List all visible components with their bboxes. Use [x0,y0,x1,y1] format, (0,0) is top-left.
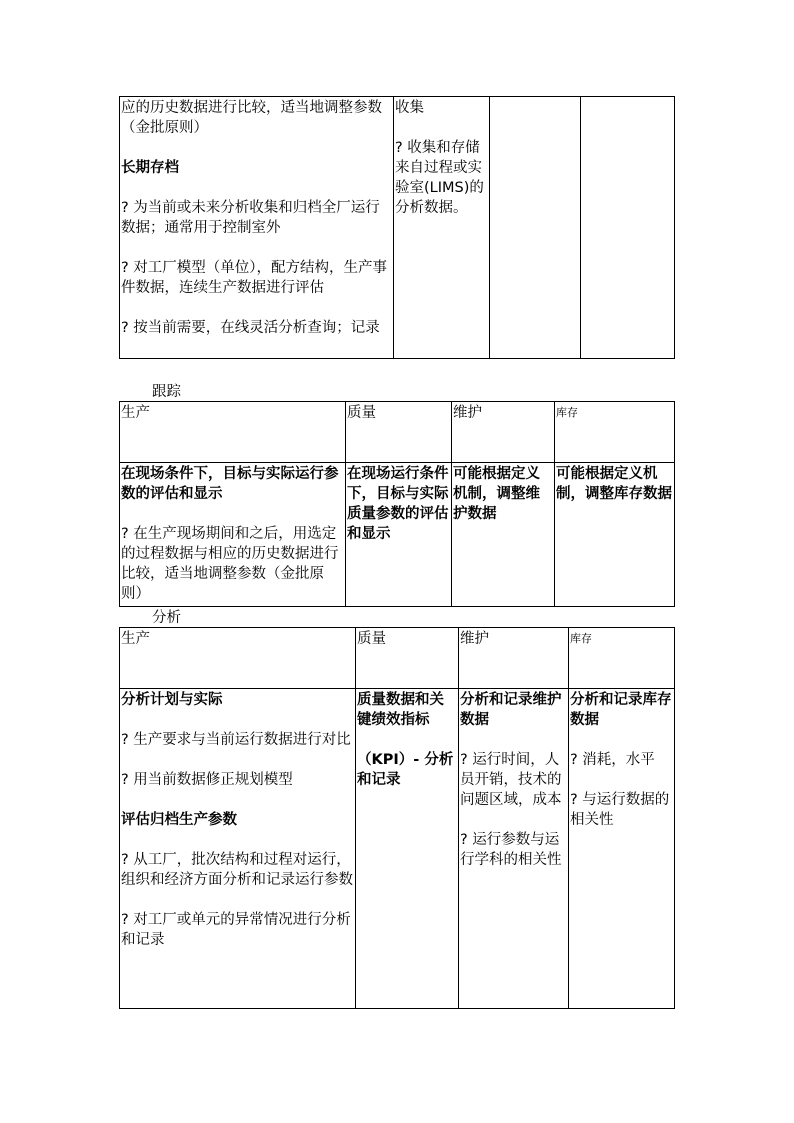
cell-paragraph: 应的历史数据进行比较，适当地调整参数（金批原则） [121,100,382,136]
paragraph-gap [121,890,354,910]
tracking-cell-maintenance [452,463,555,607]
tracking-cell-inventory [555,463,675,607]
paragraph-gap [121,750,354,770]
cell-paragraph: ? 运行时间，人员开销，技术的问题区域，成本 [460,752,562,808]
continuation-col1 [120,97,394,359]
paragraph-gap [570,730,673,750]
analysis-title: 分析 [152,610,181,626]
cell-paragraph: ? 生产要求与当前运行数据进行对比 [121,732,351,748]
cell-paragraph: ? 为当前或未来分析收集和归档全厂运行数据；通常用于控制室外 [121,200,380,236]
analysis-cell-maintenance [459,689,569,1009]
analysis-table [119,627,675,1009]
tracking-header-maintenance: 维护 [452,402,555,463]
cell-paragraph: ? 按当前需要，在线灵活分析查询；记录 [121,320,380,336]
paragraph-gap [121,710,354,730]
tracking-cell-production [120,463,346,607]
cell-heading: 评估归档生产参数 [121,812,237,828]
paragraph-gap [121,238,392,258]
continuation-col2 [394,97,490,359]
tracking-header-production: 生产 [120,402,346,463]
tracking-title: 跟踪 [152,384,181,400]
cell-heading: 分析和记录库存数据 [570,692,672,728]
cell-paragraph: ? 在生产现场期间和之后，用选定的过程数据与相应的历史数据进行比较，适当地调整参数（金批原则） [121,526,339,602]
paragraph-gap [460,810,567,830]
cell-heading: 质量数据和关键绩效指标 [357,692,444,728]
cell-heading: 分析计划与实际 [121,692,223,708]
cell-heading: 长期存档 [121,160,179,176]
cell-paragraph: ? 与运行数据的相关性 [570,792,670,828]
paragraph-gap [121,138,392,158]
cell-paragraph: 收集 [395,100,424,116]
analysis-header-quality: 质量 [356,628,459,689]
continuation-col4 [581,97,675,359]
cell-paragraph: ? 收集和存储来自过程或实验室(LIMS)的分析数据。 [395,140,484,216]
paragraph-gap [460,730,567,750]
paragraph-gap [570,770,673,790]
analysis-header-production: 生产 [120,628,356,689]
cell-heading: 在现场条件下，目标与实际运行参数的评估和显示 [121,466,339,502]
tracking-table [119,401,675,607]
paragraph-gap [395,118,488,138]
analysis-header-inventory: 库存 [569,628,675,689]
tracking-cell-quality [346,463,452,607]
cell-paragraph: ? 运行参数与运行学科的相关性 [460,832,562,868]
cell-heading: （KPI）- 分析和记录 [357,752,454,788]
cell-paragraph: ? 消耗，水平 [570,752,655,768]
analysis-cell-production [120,689,356,1009]
cell-heading: 可能根据定义机制，调整库存数据 [556,466,672,502]
cell-heading: 分析和记录维护数据 [460,692,562,728]
analysis-cell-inventory [569,689,675,1009]
paragraph-gap [357,730,457,750]
cell-paragraph: ? 对工厂模型（单位），配方结构，生产事件数据，连续生产数据进行评估 [121,260,388,296]
cell-heading: 可能根据定义机制，调整维护数据 [453,466,540,522]
continuation-table [119,96,675,359]
paragraph-gap [121,178,392,198]
tracking-header-inventory: 库存 [555,402,675,463]
tracking-header-quality: 质量 [346,402,452,463]
analysis-cell-quality [356,689,459,1009]
paragraph-gap [121,298,392,318]
continuation-col3 [490,97,581,359]
paragraph-gap [121,790,354,810]
cell-heading: 在现场运行条件下，目标与实际质量参数的评估和显示 [347,466,449,542]
cell-paragraph: ? 对工厂或单元的异常情况进行分析和记录 [121,912,351,948]
paragraph-gap [121,830,354,850]
cell-paragraph: ? 从工厂，批次结构和过程对运行，组织和经济方面分析和记录运行参数 [121,852,353,888]
cell-paragraph: ? 用当前数据修正规划模型 [121,772,293,788]
paragraph-gap [121,504,344,524]
analysis-header-maintenance: 维护 [459,628,569,689]
